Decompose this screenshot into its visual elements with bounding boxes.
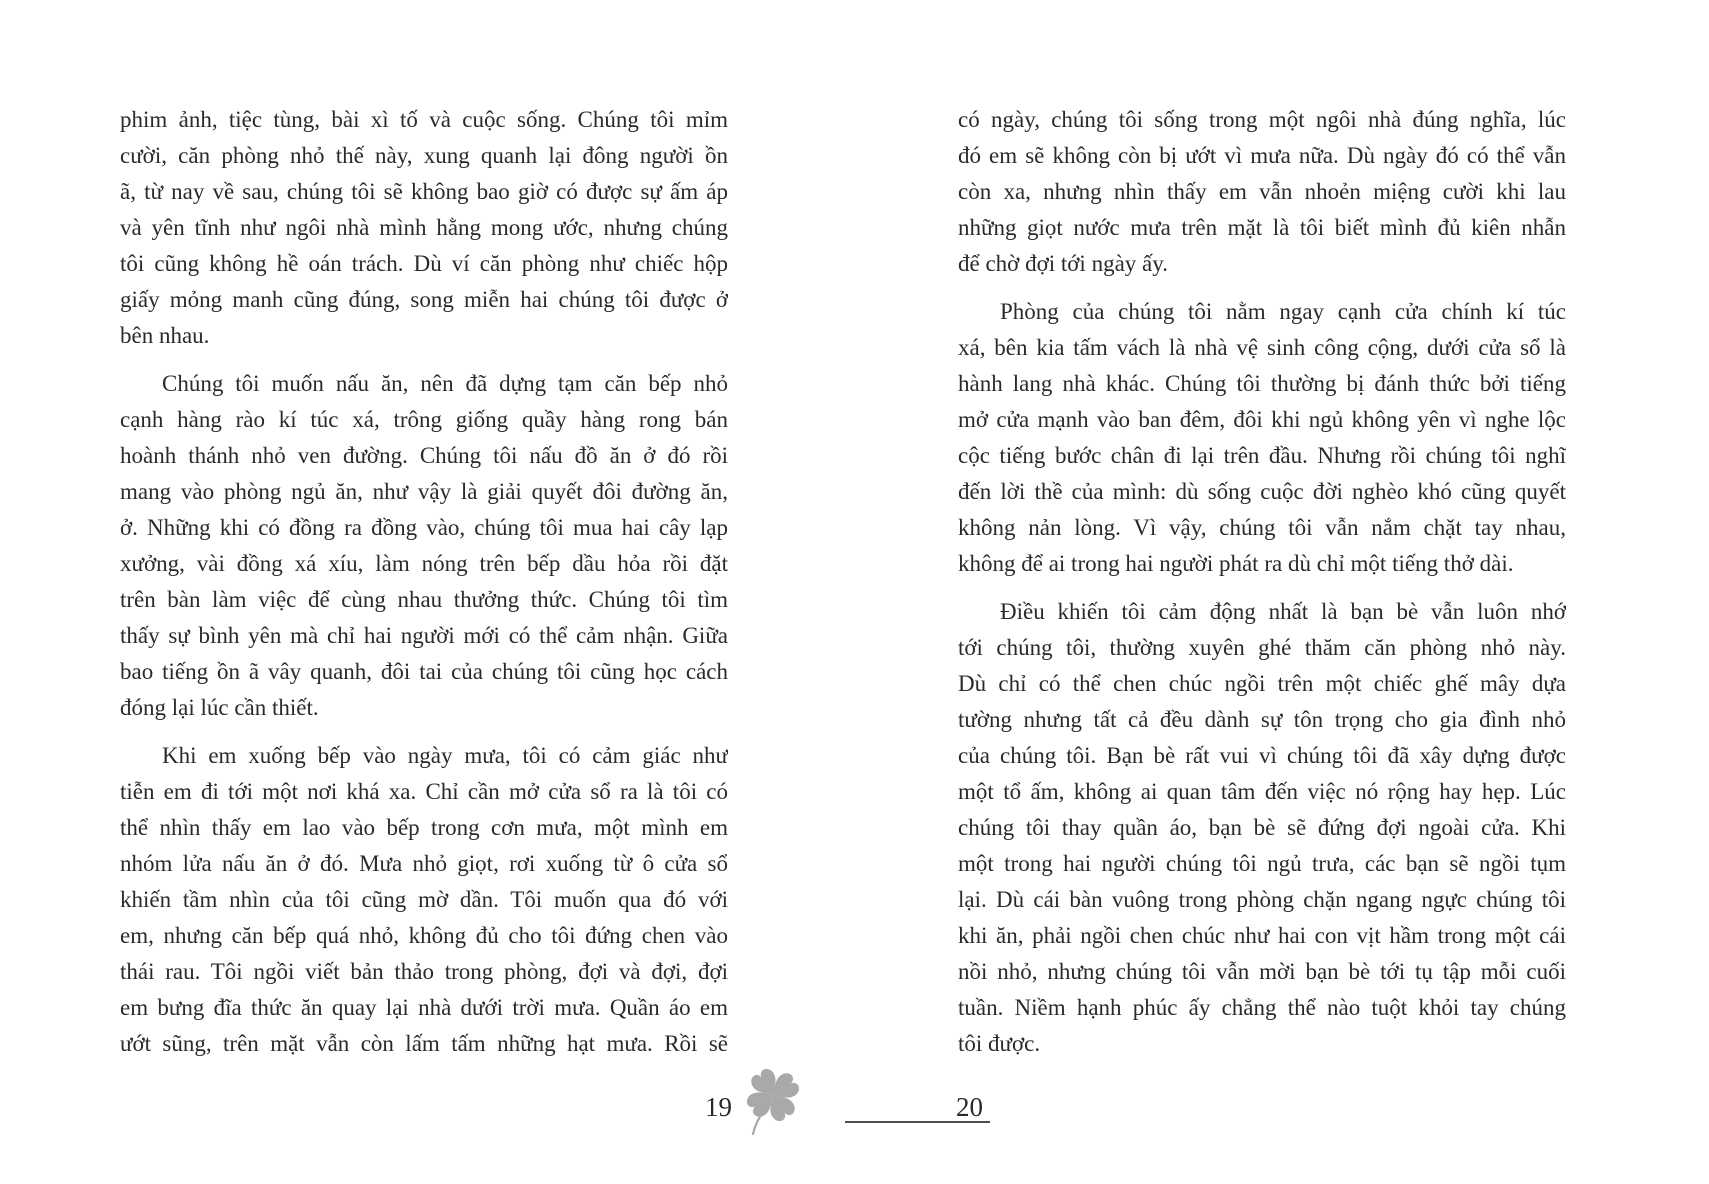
- text-line: bao tiếng ồn ã vây quanh, đôi tai của chúng tôi cũng học cách: [120, 659, 728, 684]
- text-line: những giọt nước mưa trên mặt là tôi biết mình đủ kiên nhẫn: [958, 215, 1566, 240]
- text-line: tới chúng tôi, thường xuyên ghé thăm căn phòng nhỏ này.: [958, 635, 1566, 660]
- text-line: tuần. Niềm hạnh phúc ấy chẳng thể nào tuột khỏi tay chúng: [958, 995, 1566, 1020]
- text-line: nồi nhỏ, nhưng chúng tôi vẫn mời bạn bè tới tụ tập mỗi cuối: [958, 959, 1566, 984]
- text-line: mở cửa mạnh vào ban đêm, đôi khi ngủ không yên vì nghe lộc: [958, 407, 1566, 432]
- page-number-right: 20: [956, 1092, 983, 1122]
- text-line: đó em sẽ không còn bị ướt vì mưa nữa. Dù ngày đó có thể vẫn: [958, 143, 1566, 168]
- text-line: giấy mỏng manh cũng đúng, song miễn hai chúng tôi được ở: [120, 287, 728, 312]
- text-line: thái rau. Tôi ngồi viết bản thảo trong phòng, đợi và đợi, đợi: [120, 959, 728, 984]
- text-line: cười, căn phòng nhỏ thế này, xung quanh lại đông người ồn: [120, 143, 728, 168]
- text-line: và yên tĩnh như ngôi nhà mình hằng mong ước, nhưng chúng: [120, 215, 728, 240]
- text-line: có ngày, chúng tôi sống trong một ngôi nhà đúng nghĩa, lúc: [958, 107, 1566, 132]
- text-line: đến lời thề của mình: dù sống cuộc đời nghèo khó cũng quyết: [958, 479, 1566, 504]
- text-line: khi ăn, phải ngồi chen chúc như hai con vịt hầm trong một cái: [958, 923, 1566, 948]
- paragraph: [958, 594, 1566, 1062]
- paragraph: [120, 738, 728, 1062]
- text-line: Dù chỉ có thể chen chúc ngồi trên một chiếc ghế mây dựa: [958, 671, 1566, 696]
- text-line: xá, bên kia tấm vách là nhà vệ sinh công cộng, dưới cửa sổ là: [958, 335, 1566, 360]
- text-line: thấy sự bình yên mà chỉ hai người mới có thể cảm nhận. Giữa: [120, 623, 728, 648]
- text-line: em bưng đĩa thức ăn quay lại nhà dưới trời mưa. Quần áo em: [120, 995, 728, 1020]
- text-line: Khi em xuống bếp vào ngày mưa, tôi có cảm giác như: [162, 743, 728, 768]
- text-line: bên nhau.: [120, 323, 210, 348]
- text-line: xưởng, vài đồng xá xíu, làm nóng trên bếp dầu hỏa rồi đặt: [120, 551, 728, 576]
- page-number-left: 19: [705, 1092, 732, 1122]
- text-line: ướt sũng, trên mặt vẫn còn lấm tấm những hạt mưa. Rồi sẽ: [120, 1031, 728, 1056]
- paragraph: [958, 102, 1566, 282]
- text-line: mang vào phòng ngủ ăn, như vậy là giải quyết đôi đường ăn,: [120, 479, 728, 504]
- text-line: lại. Dù cái bàn vuông trong phòng chặn ngang ngực chúng tôi: [958, 887, 1566, 912]
- text-line: đóng lại lúc cần thiết.: [120, 695, 319, 720]
- text-line: một tổ ấm, không ai quan tâm đến việc nó rộng hay hẹp. Lúc: [958, 779, 1566, 804]
- text-line: tôi cũng không hề oán trách. Dù ví căn phòng như chiếc hộp: [120, 251, 728, 276]
- text-line: tiễn em đi tới một nơi khá xa. Chỉ cần mở cửa sổ ra là tôi có: [120, 779, 728, 804]
- text-line: Chúng tôi muốn nấu ăn, nên đã dựng tạm căn bếp nhỏ: [162, 371, 728, 396]
- left-page-text: [120, 102, 728, 1062]
- text-line: một trong hai người chúng tôi ngủ trưa, các bạn sẽ ngồi tụm: [958, 851, 1566, 876]
- text-line: chúng tôi thay quần áo, bạn bè sẽ đứng đợi ngoài cửa. Khi: [958, 815, 1566, 840]
- text-line: nhóm lửa nấu ăn ở đó. Mưa nhỏ giọt, rơi xuống từ ô cửa sổ: [120, 851, 728, 876]
- right-page-text: [958, 102, 1566, 1062]
- text-line: tôi được.: [958, 1031, 1041, 1056]
- clover-ornament-icon: [740, 1068, 804, 1140]
- text-line: phim ảnh, tiệc tùng, bài xì tố và cuộc sống. Chúng tôi mỉm: [120, 107, 728, 132]
- text-line: của chúng tôi. Bạn bè rất vui vì chúng tôi đã xây dựng được: [958, 743, 1566, 768]
- text-line: Phòng của chúng tôi nằm ngay cạnh cửa chính kí túc: [1000, 299, 1566, 324]
- text-line: không để ai trong hai người phát ra dù chỉ một tiếng thở dài.: [958, 551, 1514, 576]
- text-line: trên bàn làm việc để cùng nhau thưởng thức. Chúng tôi tìm: [120, 587, 728, 612]
- text-line: để chờ đợi tới ngày ấy.: [958, 251, 1168, 276]
- text-line: tường nhưng tất cả đều dành sự tôn trọng cho gia đình nhỏ: [958, 707, 1566, 732]
- text-line: ở. Những khi có đồng ra đồng vào, chúng tôi mua hai cây lạp: [120, 515, 728, 540]
- text-line: cạnh hàng rào kí túc xá, trông giống quầy hàng rong bán: [120, 407, 728, 432]
- paragraph: [958, 294, 1566, 582]
- paragraph: [120, 366, 728, 726]
- text-line: thể nhìn thấy em lao vào bếp trong cơn mưa, một mình em: [120, 815, 728, 840]
- text-line: không nản lòng. Vì vậy, chúng tôi vẫn nắm chặt tay nhau,: [958, 515, 1566, 540]
- text-line: ã, từ nay về sau, chúng tôi sẽ không bao giờ có được sự ấm áp: [120, 179, 728, 204]
- text-line: hoành thánh nhỏ ven đường. Chúng tôi nấu đồ ăn ở đó rồi: [120, 443, 728, 468]
- text-line: cộc tiếng bước chân đi lại trên đầu. Nhưng rồi chúng tôi nghĩ: [958, 443, 1566, 468]
- text-line: Điều khiến tôi cảm động nhất là bạn bè vẫn luôn nhớ: [1000, 599, 1566, 624]
- text-line: còn xa, nhưng nhìn thấy em vẫn nhoẻn miệng cười khi lau: [958, 179, 1566, 204]
- text-line: hành lang nhà khác. Chúng tôi thường bị đánh thức bởi tiếng: [958, 371, 1566, 396]
- text-line: em, nhưng căn bếp quá nhỏ, không đủ cho tôi đứng chen vào: [120, 923, 728, 948]
- text-line: khiến tầm nhìn của tôi cũng mờ dần. Tôi muốn qua đó với: [120, 887, 728, 912]
- paragraph: [120, 102, 728, 354]
